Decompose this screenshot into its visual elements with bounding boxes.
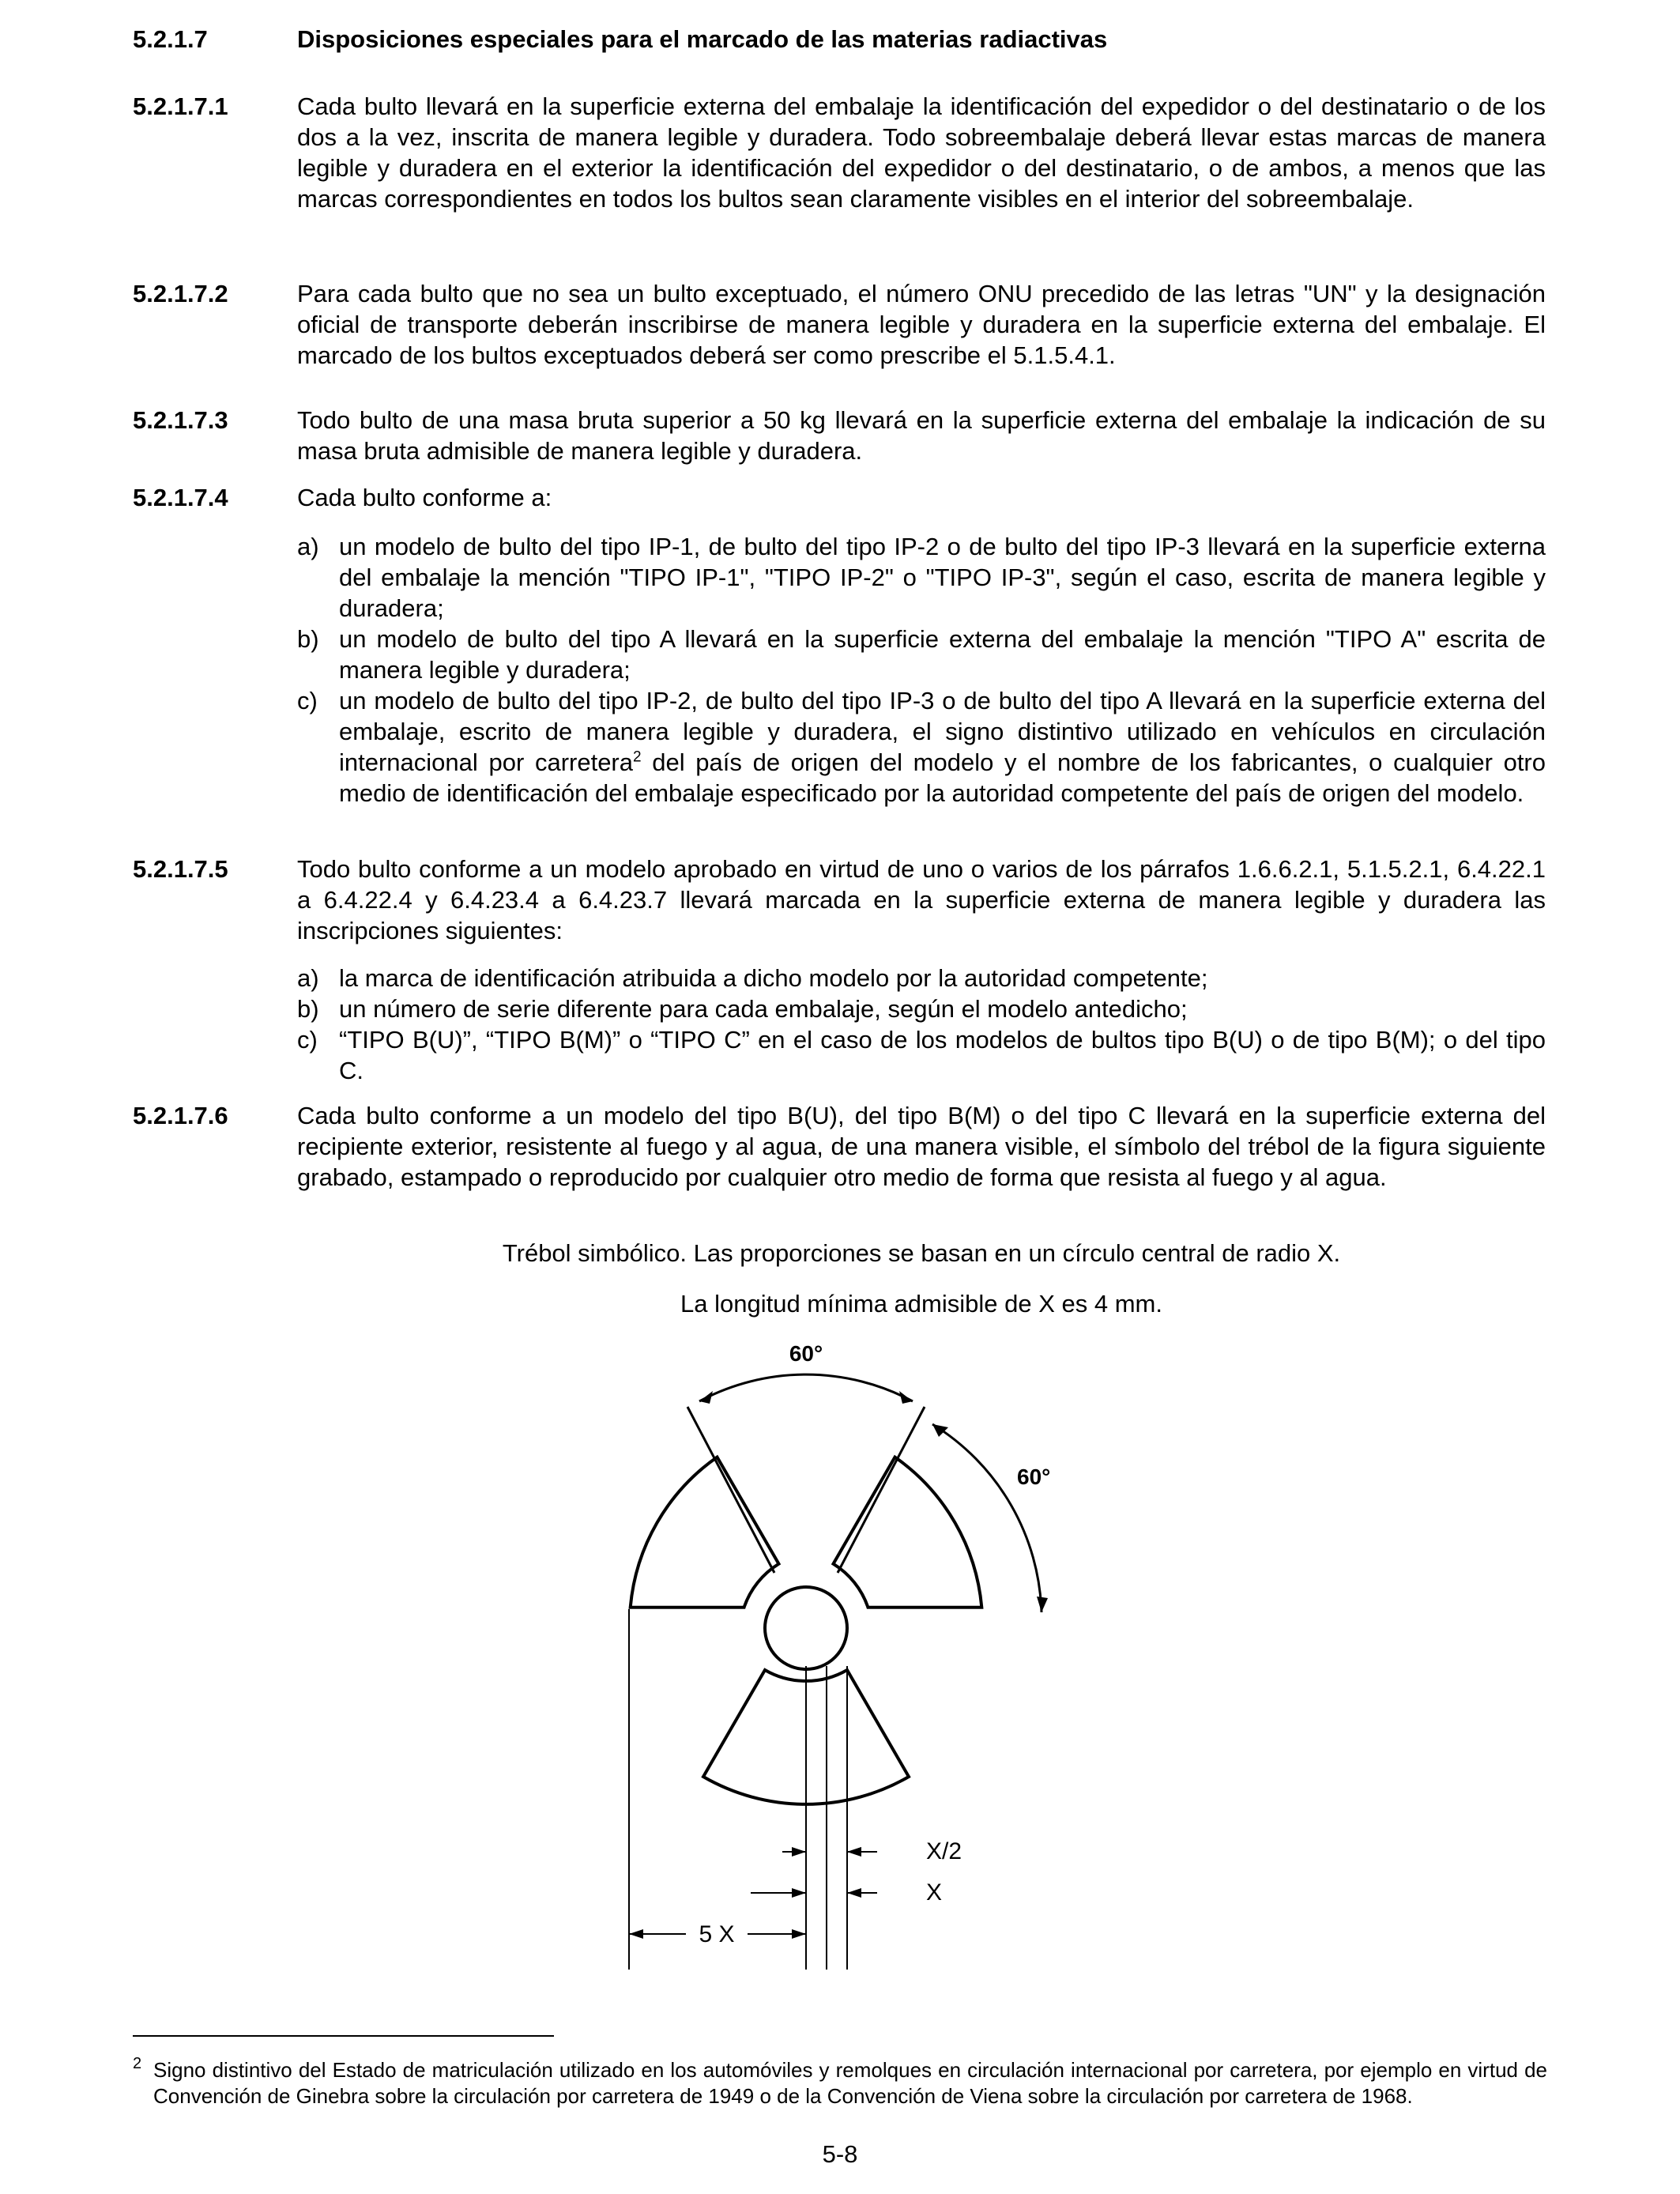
list-item xyxy=(297,993,1546,1024)
heading-number: 5.2.1.7 xyxy=(133,25,208,53)
list-item xyxy=(297,624,1546,685)
paragraph-number: 5.2.1.7.3 xyxy=(133,406,228,434)
list-marker: a) xyxy=(297,964,319,992)
paragraph-text: Cada bulto conforme a: xyxy=(297,484,552,511)
footnote-text: Signo distintivo del Estado de matriculación utilizado en los automóviles y remolques en circulación internacional por carretera, por ejemplo en virtud de Convención de Ginebra sobre la circulación por carretera de 1949 o de la Convención de Viena sobre la circulación por carretera de 1968. xyxy=(153,2058,1547,2108)
list-item xyxy=(297,531,1546,624)
footnote-marker: 2 xyxy=(133,2055,142,2072)
list-item xyxy=(297,1024,1546,1086)
dimension-label-x: X xyxy=(926,1879,943,1906)
list-item-text: un número de serie diferente para cada embalaje, según el modelo antedicho; xyxy=(339,995,1188,1023)
angle-label-right: 60° xyxy=(1017,1465,1051,1489)
list-5-2-1-7-4 xyxy=(297,531,1546,809)
list-item-text: un modelo de bulto del tipo IP-2, de bulto del tipo IP-3 o de bulto del tipo A llevará en la superficie externa del embalaje, escrito de manera legible y duradera, el signo distintivo utilizado en vehículos en circulación internacional por carretera xyxy=(339,687,1546,776)
angle-label-top: 60° xyxy=(789,1341,823,1366)
list-item-text: un modelo de bulto del tipo A llevará en la superficie externa del embalaje la mención "TIPO A" escrita de manera legible y duradera; xyxy=(339,625,1546,684)
paragraph-number: 5.2.1.7.2 xyxy=(133,280,228,307)
list-item-text: un modelo de bulto del tipo IP-1, de bulto del tipo IP-2 o de bulto del tipo IP-3 llevará en la superficie externa del embalaje la mención "TIPO IP-1", "TIPO IP-2" o "TIPO IP-3", según el caso, escrita de manera legible y duradera; xyxy=(339,533,1546,622)
footnote-reference: 2 xyxy=(633,748,642,766)
list-marker: b) xyxy=(297,995,319,1023)
paragraph-text: Todo bulto de una masa bruta superior a 50 kg llevará en la superficie externa del embalaje la indicación de su masa bruta admisible de manera legible y duradera. xyxy=(297,406,1546,465)
page-number: 5-8 xyxy=(822,2140,858,2168)
trefoil-symbol-figure xyxy=(601,1328,1075,1976)
paragraph-text: Cada bulto conforme a un modelo del tipo B(U), del tipo B(M) o del tipo C llevará en la superficie externa del recipiente exterior, resistente al fuego y al agua, de una manera visible, el símbolo del trébol de la figura siguiente grabado, estampado o reproducido por cualquier otro medio de forma que resista al fuego y al agua. xyxy=(297,1102,1546,1191)
trefoil-blade-right xyxy=(834,1457,982,1608)
trefoil-blade-left xyxy=(631,1457,779,1608)
list-item-text: la marca de identificación atribuida a dicho modelo por la autoridad competente; xyxy=(339,964,1208,992)
list-marker: a) xyxy=(297,533,319,560)
paragraph-number: 5.2.1.7.6 xyxy=(133,1102,228,1129)
list-marker: b) xyxy=(297,625,319,653)
list-item-text-continued: del país de origen del modelo y el nombre de los fabricantes, o cualquier otro medio de identificación del embalaje especificado por la autoridad competente del país de origen del modelo. xyxy=(339,748,1546,807)
figure-caption-1: Trébol simbólico. Las proporciones se basan en un círculo central de radio X. xyxy=(502,1239,1341,1267)
paragraph-text: Todo bulto conforme a un modelo aprobado en virtud de uno o varios de los párrafos 1.6.6.2.1, 5.1.5.2.1, 6.4.22.1 a 6.4.22.4 y 6.4.23.4 a 6.4.23.7 llevará marcada en la superficie externa de manera legible y duradera las inscripciones siguientes: xyxy=(297,855,1546,944)
footnote xyxy=(133,2057,1547,2109)
footnote-rule xyxy=(133,2035,554,2037)
list-marker: c) xyxy=(297,687,318,714)
dimension-label-half-x: X/2 xyxy=(926,1838,962,1864)
paragraph-text: Cada bulto llevará en la superficie externa del embalaje la identificación del expedidor o del destinatario o de los dos a la vez, inscrita de manera legible y duradera. Todo sobreembalaje deberá llevar estas marcas de manera legible y duradera en el exterior la identificación del expedidor o del destinatario, o de ambos, a menos que las marcas correspondientes en todos los bultos sean claramente visibles en el interior del sobreembalaje. xyxy=(297,92,1546,213)
list-item xyxy=(297,963,1546,993)
paragraph-text: Para cada bulto que no sea un bulto exceptuado, el número ONU precedido de las letras "UN" y la designación oficial de transporte deberán inscribirse de manera legible y duradera en la superficie externa del embalaje. El marcado de los bultos exceptuados deberá ser como prescribe el 5.1.5.4.1. xyxy=(297,280,1546,369)
paragraph-number: 5.2.1.7.1 xyxy=(133,92,228,120)
paragraph-number: 5.2.1.7.5 xyxy=(133,855,228,883)
figure-caption-2: La longitud mínima admisible de X es 4 mm. xyxy=(680,1290,1162,1318)
trefoil-central-circle xyxy=(765,1587,847,1669)
list-item xyxy=(297,685,1546,809)
dimension-label-5x: 5 X xyxy=(699,1921,735,1947)
list-5-2-1-7-5 xyxy=(297,963,1546,1086)
paragraph-number: 5.2.1.7.4 xyxy=(133,484,228,511)
list-marker: c) xyxy=(297,1026,318,1054)
heading-title: Disposiciones especiales para el marcado de las materias radiactivas xyxy=(297,25,1108,53)
list-item-text: “TIPO B(U)”, “TIPO B(M)” o “TIPO C” en el caso de los modelos de bultos tipo B(U) o de tipo B(M); o del tipo C. xyxy=(339,1026,1546,1084)
